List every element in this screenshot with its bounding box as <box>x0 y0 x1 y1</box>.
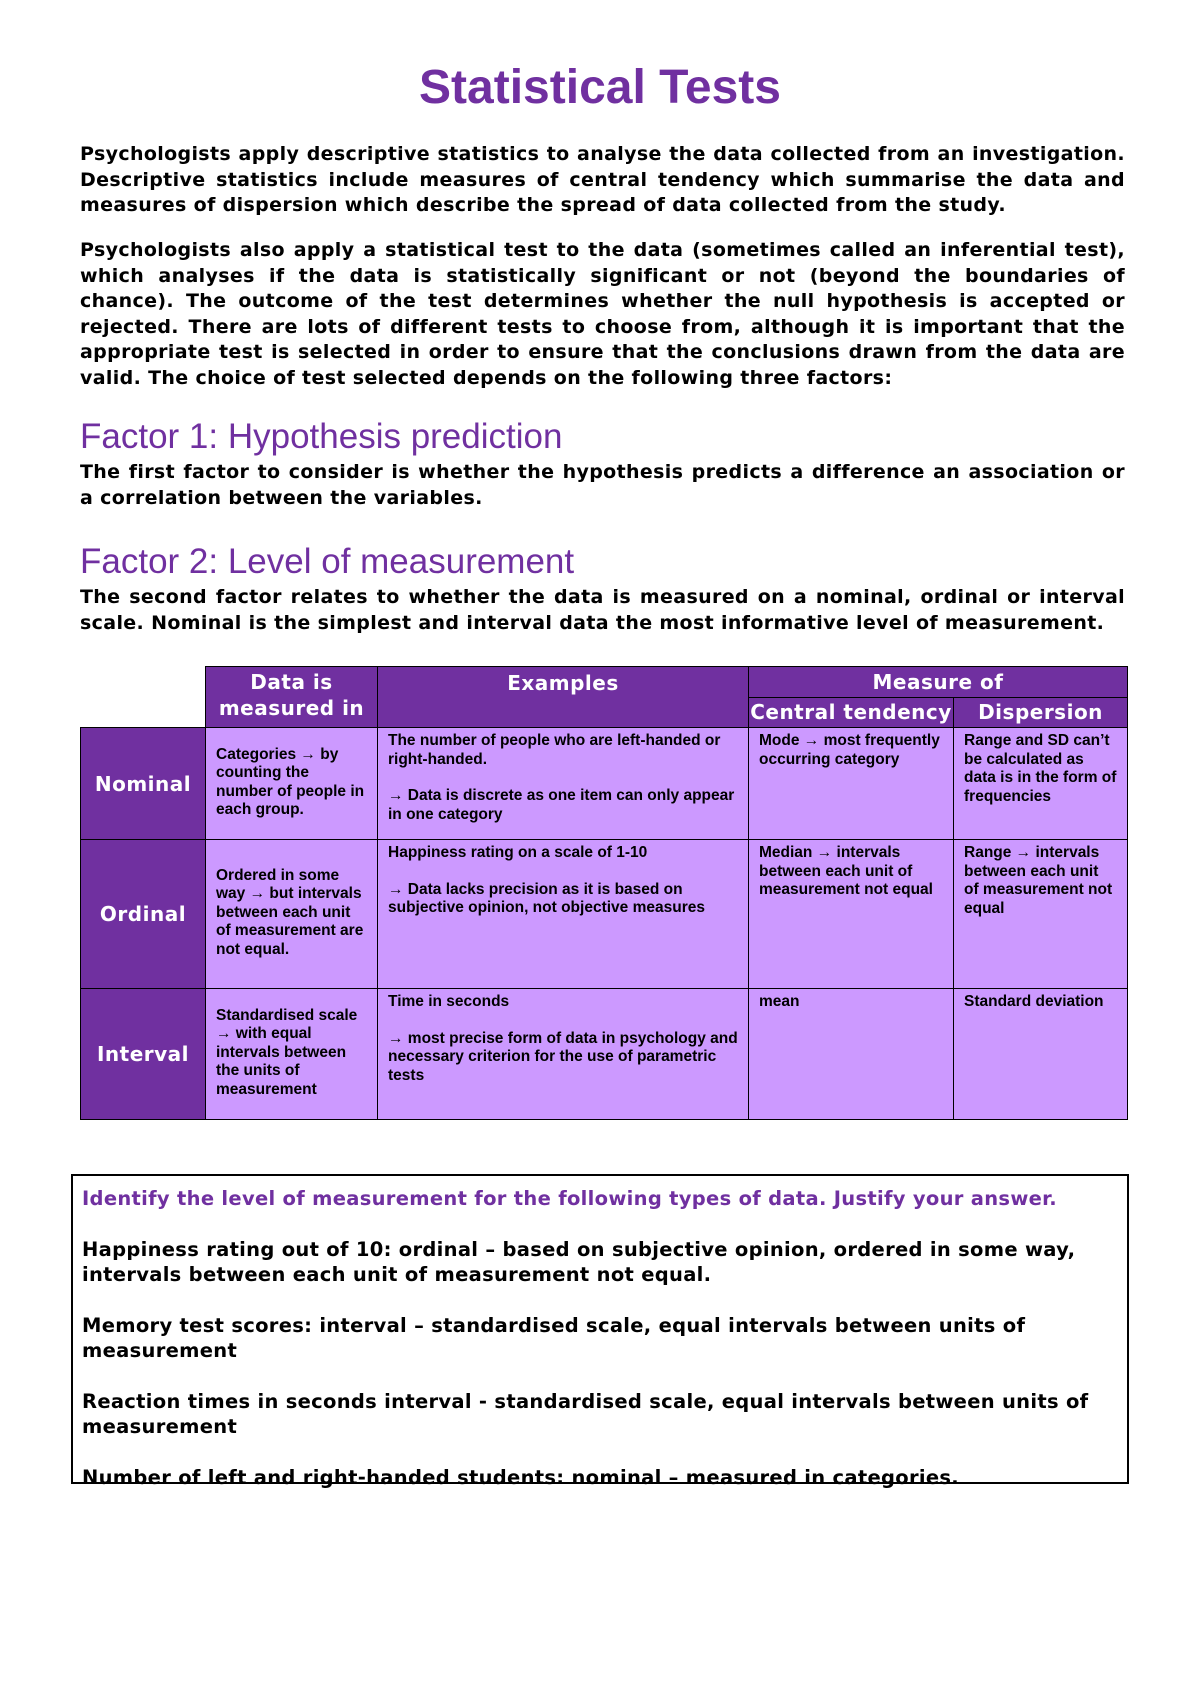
cell-examples <box>378 728 749 840</box>
cell-central-tendency: Mode → most frequently occurring category <box>749 728 954 840</box>
task-answer: Reaction times in seconds interval - standardised scale, equal intervals between units of measurement <box>82 1389 1089 1438</box>
table-row <box>81 728 1128 840</box>
task-answer: Number of left and right-handed students: nominal – measured in categories. <box>82 1465 960 1489</box>
header-examples: Examples <box>378 667 749 728</box>
header-measure-of: Measure of <box>749 667 1128 698</box>
factor-1-heading: Factor 1: Hypothesis prediction <box>80 417 563 456</box>
example-text: Time in seconds <box>388 993 510 1010</box>
example-note: → Data lacks precision as it is based on subjective opinion, not objective measures <box>388 880 705 916</box>
cell-measured-in: Ordered in some way → but intervals between each unit of measurement are not equal. <box>206 840 378 989</box>
task-prompt: Identify the level of measurement for the following types of data. Justify your answer. <box>82 1187 1058 1210</box>
task-box <box>71 1174 1129 1489</box>
intro-paragraph-1: Psychologists apply descriptive statistics to analyse the data collected from an investigation. Descriptive statistics include measures of central tendency which summarise the data and measures of dispersion which describe the spread of data collected from the study. <box>80 143 1125 216</box>
cell-dispersion: Range → intervals between each unit of measurement not equal <box>954 840 1128 989</box>
cell-examples <box>378 989 749 1120</box>
example-text: The number of people who are left-handed or right-handed. <box>388 732 721 768</box>
table-row <box>81 989 1128 1120</box>
example-note: → most precise form of data in psychology and necessary criterion for the use of parametric tests <box>388 1029 738 1084</box>
cell-central-tendency: mean <box>749 989 954 1120</box>
example-note: → Data is discrete as one item can only appear in one category <box>388 787 735 823</box>
row-label-interval: Interval <box>81 989 206 1120</box>
task-answer: Memory test scores: interval – standardised scale, equal intervals between units of measurement <box>82 1313 1026 1362</box>
cell-dispersion: Standard deviation <box>954 989 1128 1120</box>
cell-measured-in: Standardised scale → with equal intervals between the units of measurement <box>206 989 378 1120</box>
page-title: Statistical Tests <box>419 61 781 114</box>
table-row <box>81 840 1128 989</box>
levels-of-measurement-table <box>80 666 1128 1120</box>
factor-1-text: The first factor to consider is whether the hypothesis predicts a difference an association or a correlation between the variables. <box>80 461 1125 509</box>
factor-2-text: The second factor relates to whether the data is measured on a nominal, ordinal or interval scale. Nominal is the simplest and interval data the most informative level of measurement. <box>80 586 1125 634</box>
cell-measured-in: Categories → by counting the number of people in each group. <box>206 728 378 840</box>
cell-central-tendency: Median → intervals between each unit of measurement not equal <box>749 840 954 989</box>
header-central-tendency: Central tendency <box>749 697 954 728</box>
cell-dispersion: Range and SD can’t be calculated as data is in the form of frequencies <box>954 728 1128 840</box>
table-corner <box>81 667 206 728</box>
intro-paragraph-2: Psychologists also apply a statistical test to the data (sometimes called an inferential test), which analyses if the data is statistically significant or not (beyond the boundaries of chance). The outcome of the test determines whether the null hypothesis is accepted or rejected. There are lots of different tests to choose from, although it is important that the appropriate test is selected in order to ensure that the conclusions drawn from the data are valid. The choice of test selected depends on the following three factors: <box>80 239 1125 389</box>
cell-examples <box>378 840 749 989</box>
factor-2-heading: Factor 2: Level of measurement <box>80 542 575 581</box>
header-data-measured-in: Data is measured in <box>206 667 378 728</box>
task-answer: Happiness rating out of 10: ordinal – based on subjective opinion, ordered in some way, intervals between each unit of measurement not equal. <box>82 1237 1076 1286</box>
header-dispersion: Dispersion <box>954 697 1128 728</box>
row-label-ordinal: Ordinal <box>81 840 206 989</box>
row-label-nominal: Nominal <box>81 728 206 840</box>
example-text: Happiness rating on a scale of 1-10 <box>388 844 648 861</box>
